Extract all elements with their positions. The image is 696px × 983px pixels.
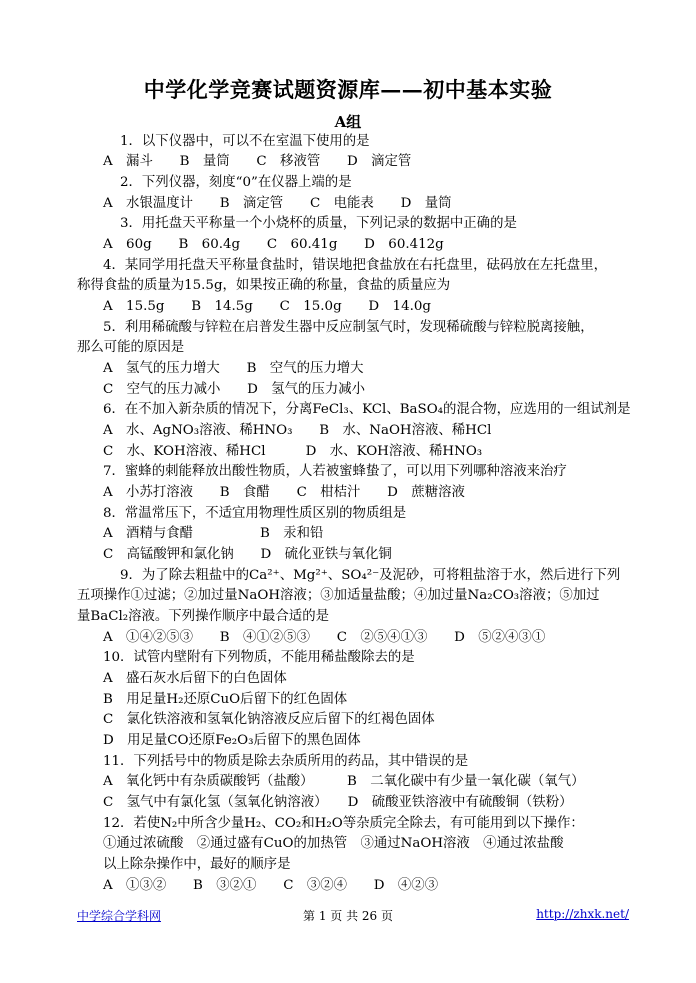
q1-options: A 漏斗 B 量筒 C 移液管 D 滴定管 xyxy=(103,154,412,169)
q9-stem-line2: 五项操作①过滤；②加过量NaOH溶液；③加适量盐酸；④加过量Na₂CO₃溶液；⑤加过 xyxy=(77,588,600,603)
q11-options-ab: A 氧化钙中有杂质碳酸钙（盐酸） B 二氧化碳中有少量一氧化碳（氧气） xyxy=(103,774,585,789)
q9-stem-line3: 量BaCl₂溶液。下列操作顺序中最合适的是 xyxy=(77,609,329,624)
q11-options-cd: C 氢气中有氯化氢（氢氧化钠溶液） D 硫酸亚铁溶液中有硫酸铜（铁粉） xyxy=(103,795,573,810)
footer-page-number: 第 1 页 共 26 页 xyxy=(303,909,393,923)
q9-options: A ①④②⑤③ B ④①②⑤③ C ②⑤④①③ D ⑤②④③① xyxy=(103,630,546,645)
q4-stem-line1: 4．某同学用托盘天平称量食盐时，错误地把食盐放在右托盘里，砝码放在左托盘里， xyxy=(103,258,607,273)
q12-operations: ①通过浓硫酸 ②通过盛有CuO的加热管 ③通过NaOH溶液 ④通过浓盐酸 xyxy=(103,836,564,851)
footer-url-link[interactable]: http://zhxk.net/ xyxy=(536,907,629,921)
q3-stem: 3．用托盘天平称量一个小烧杯的质量，下列记录的数据中正确的是 xyxy=(120,216,517,231)
group-heading: A组 xyxy=(334,113,362,131)
q12-options: A ①③② B ③②① C ③②④ D ④②③ xyxy=(103,878,439,893)
q2-stem: 2．下列仪器，刻度“0”在仪器上端的是 xyxy=(120,175,352,190)
q8-options-ab: A 酒精与食醋 B 汞和铅 xyxy=(103,526,324,541)
q1-stem: 1．以下仪器中，可以不在室温下使用的是 xyxy=(120,134,370,149)
q12-stem: 12．若使N₂中所含少量H₂、CO₂和H₂O等杂质完全除去，有可能用到以下操作： xyxy=(103,816,584,831)
q7-stem: 7．蜜蜂的刺能释放出酸性物质，人若被蜜蜂蛰了，可以用下列哪种溶液来治疗 xyxy=(103,464,567,479)
q4-stem-line2: 称得食盐的质量为15.5g，如果按正确的称量，食盐的质量应为 xyxy=(77,278,451,293)
q6-options-cd: C 水、KOH溶液、稀HCl D 水、KOH溶液、稀HNO₃ xyxy=(103,444,483,459)
q9-stem-line1: 9．为了除去粗盐中的Ca²⁺、Mg²⁺、SO₄²⁻及泥砂，可将粗盐溶于水，然后进行下列 xyxy=(120,568,621,583)
q10-option-b: B 用足量H₂还原CuO后留下的红色固体 xyxy=(103,692,348,707)
q6-options-ab: A 水、AgNO₃溶液、稀HNO₃ B 水、NaOH溶液、稀HCl xyxy=(103,423,492,438)
q12-question: 以上除杂操作中，最好的顺序是 xyxy=(103,857,291,872)
q11-stem: 11．下列括号中的物质是除去杂质所用的药品，其中错误的是 xyxy=(103,754,469,769)
q7-options: A 小苏打溶液 B 食醋 C 柑桔汁 D 蔗糖溶液 xyxy=(103,485,465,500)
q5-options-cd: C 空气的压力减小 D 氢气的压力减小 xyxy=(103,382,366,397)
q6-stem: 6．在不加入新杂质的情况下，分离FeCl₃、KCl、BaSO₄的混合物，应选用的一组试剂是 xyxy=(103,402,631,417)
page-title: 中学化学竞赛试题资源库——初中基本实验 xyxy=(143,77,553,102)
q10-stem: 10．试管内壁附有下列物质，不能用稀盐酸除去的是 xyxy=(103,650,415,665)
q10-option-a: A 盛石灰水后留下的白色固体 xyxy=(103,671,287,686)
footer-site-link[interactable]: 中学综合学科网 xyxy=(77,909,162,923)
q5-stem-line1: 5．利用稀硫酸与锌粒在启普发生器中反应制氢气时，发现稀硫酸与锌粒脱离接触， xyxy=(103,320,594,335)
q5-options-ab: A 氢气的压力增大 B 空气的压力增大 xyxy=(103,361,364,376)
q8-stem: 8．常温常压下，不适宜用物理性质区别的物质组是 xyxy=(103,506,407,521)
q3-options: A 60g B 60.4g C 60.41g D 60.412g xyxy=(103,237,444,252)
q5-stem-line2: 那么可能的原因是 xyxy=(77,340,185,355)
q10-option-c: C 氯化铁溶液和氢氧化钠溶液反应后留下的红褐色固体 xyxy=(103,712,435,727)
q2-options: A 水银温度计 B 滴定管 C 电能表 D 量筒 xyxy=(103,196,452,211)
q4-options: A 15.5g B 14.5g C 15.0g D 14.0g xyxy=(103,299,431,314)
q10-option-d: D 用足量CO还原Fe₂O₃后留下的黑色固体 xyxy=(103,733,361,748)
q8-options-cd: C 高锰酸钾和氯化钠 D 硫化亚铁与氧化铜 xyxy=(103,547,392,562)
